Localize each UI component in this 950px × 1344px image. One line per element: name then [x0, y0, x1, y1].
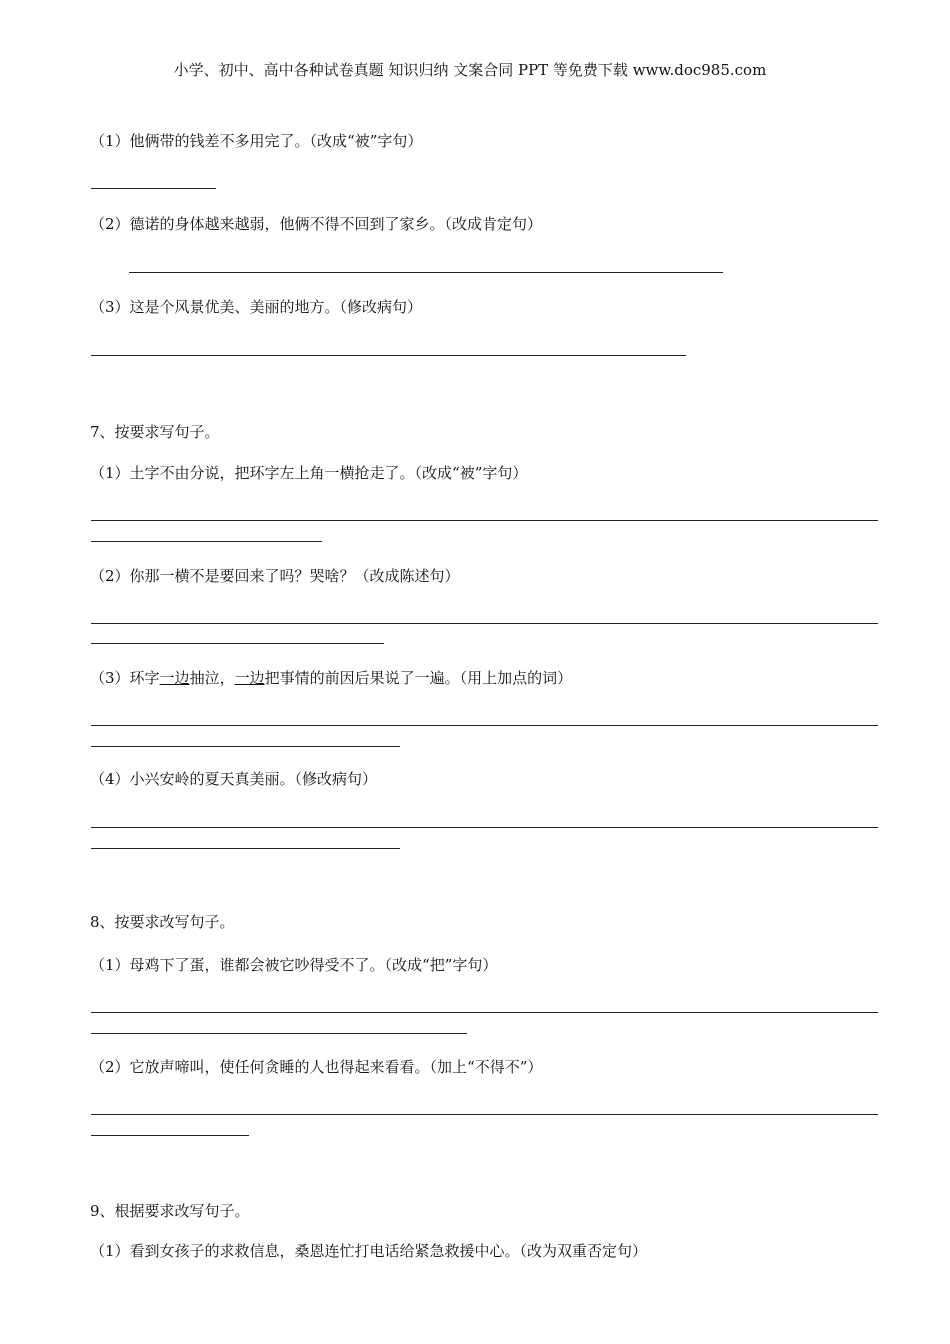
answer-line: [91, 1135, 249, 1136]
answer-line: [91, 188, 216, 189]
answer-line: [91, 725, 878, 726]
q9-title: 9、根据要求改写句子。: [90, 1202, 250, 1220]
answer-line: [91, 827, 878, 828]
q7-item-3: [90, 669, 572, 687]
q7-title: 7、按要求写句子。: [90, 423, 220, 441]
q6-item-1: （1）他俩带的钱差不多用完了。（改成“被”字句）: [90, 132, 423, 150]
answer-line: [129, 272, 723, 273]
q8-item-2: （2）它放声啼叫，使任何贪睡的人也得起来看看。（加上“不得不”）: [90, 1058, 543, 1076]
q6-item-3: （3）这是个风景优美、美丽的地方。（修改病句）: [90, 298, 423, 316]
q7-item-1: （1）土字不由分说，把环字左上角一横抢走了。（改成“被”字句）: [90, 464, 528, 482]
answer-line: [91, 623, 878, 624]
answer-line: [91, 1033, 467, 1034]
answer-line: [91, 541, 322, 542]
q7-item-3-mid: 抽泣，: [189, 669, 235, 687]
answer-line: [91, 355, 686, 356]
q7-item-3-suffix: 把事情的前因后果说了一遍。（用上加点的词）: [264, 669, 573, 687]
underlined-word: 一边: [234, 669, 265, 687]
q9-item-1: （1）看到女孩子的求救信息，桑恩连忙打电话给紧急救援中心。（改为双重否定句）: [90, 1242, 648, 1260]
answer-line: [91, 1012, 878, 1013]
answer-line: [91, 848, 400, 849]
q7-item-4: （4）小兴安岭的夏天真美丽。（修改病句）: [90, 770, 378, 788]
underlined-word: 一边: [159, 669, 190, 687]
q6-item-2: （2）德诺的身体越来越弱，他俩不得不回到了家乡。（改成肯定句）: [90, 215, 543, 233]
answer-line: [91, 643, 384, 644]
answer-line: [91, 520, 878, 521]
q8-title: 8、按要求改写句子。: [90, 913, 235, 931]
q7-item-2: （2）你那一横不是要回来了吗？哭啥？（改成陈述句）: [90, 567, 460, 585]
answer-line: [91, 746, 400, 747]
q8-item-1: （1）母鸡下了蛋，谁都会被它吵得受不了。（改成“把”字句）: [90, 956, 498, 974]
page-header: 小学、初中、高中各种试卷真题 知识归纳 文案合同 PPT 等免费下载 www.doc985.com: [173, 61, 767, 79]
answer-line: [91, 1114, 878, 1115]
q7-item-3-prefix: （3）环字: [90, 669, 160, 687]
